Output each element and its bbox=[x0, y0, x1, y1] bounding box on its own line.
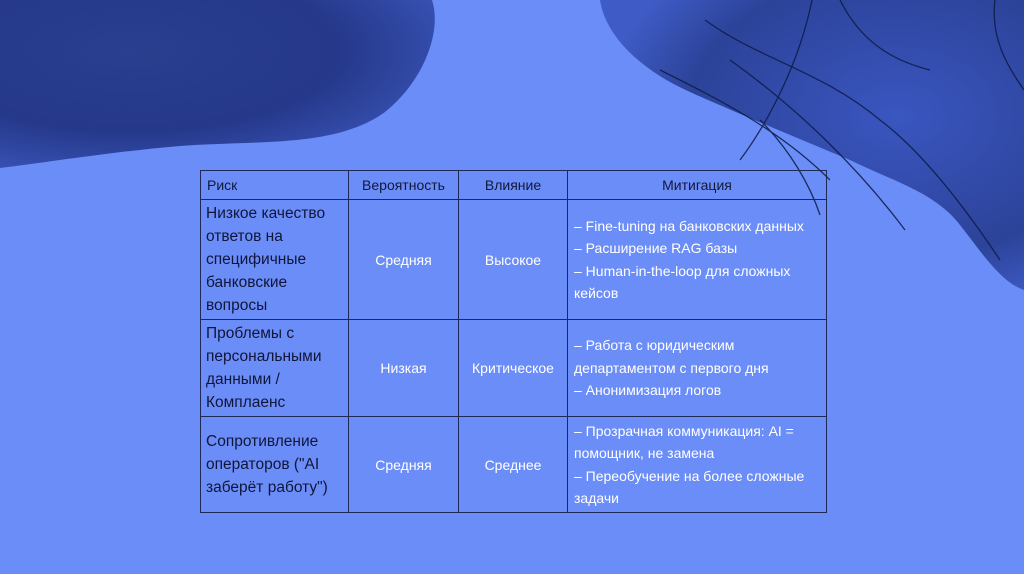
mitigation-item: – Human-in-the-loop для сложных кейсов bbox=[574, 262, 791, 301]
header-probability: Вероятность bbox=[349, 171, 459, 200]
mitigation-item: – Fine-tuning на банковских данных bbox=[574, 217, 804, 234]
mitigation-item: – Анонимизация логов bbox=[574, 382, 722, 399]
risk-cell: Проблемы с персональными данными / Комплаенс bbox=[201, 320, 349, 417]
probability-cell: Средняя bbox=[349, 200, 459, 320]
mitigation-item: – Работа с юридическим департаментом с первого дня bbox=[574, 337, 769, 376]
mitigation-item: – Расширение RAG базы bbox=[574, 240, 738, 256]
top-left-blob bbox=[0, 0, 435, 168]
header-impact: Влияние bbox=[459, 171, 568, 200]
table-row bbox=[201, 200, 827, 320]
impact-cell: Среднее bbox=[459, 417, 568, 513]
mitigation-item: – Переобучение на более сложные задачи bbox=[574, 467, 805, 506]
risk-cell: Низкое качество ответов на специфичные банковские вопросы bbox=[201, 200, 349, 320]
risk-cell: Сопротивление операторов ("AI заберёт работу") bbox=[201, 417, 349, 513]
table-row bbox=[201, 320, 827, 417]
mitigation-cell bbox=[568, 200, 827, 320]
impact-cell: Высокое bbox=[459, 200, 568, 320]
table-row bbox=[201, 417, 827, 513]
mitigation-cell bbox=[568, 417, 827, 513]
mitigation-cell bbox=[568, 320, 827, 417]
impact-cell: Критическое bbox=[459, 320, 568, 417]
probability-cell: Средняя bbox=[349, 417, 459, 513]
header-mitigation: Митигация bbox=[568, 171, 827, 200]
header-risk: Риск bbox=[201, 171, 349, 200]
probability-cell: Низкая bbox=[349, 320, 459, 417]
risk-table bbox=[200, 170, 827, 513]
mitigation-item: – Прозрачная коммуникация: AI = помощник, не замена bbox=[574, 422, 794, 461]
table-header-row bbox=[201, 171, 827, 200]
